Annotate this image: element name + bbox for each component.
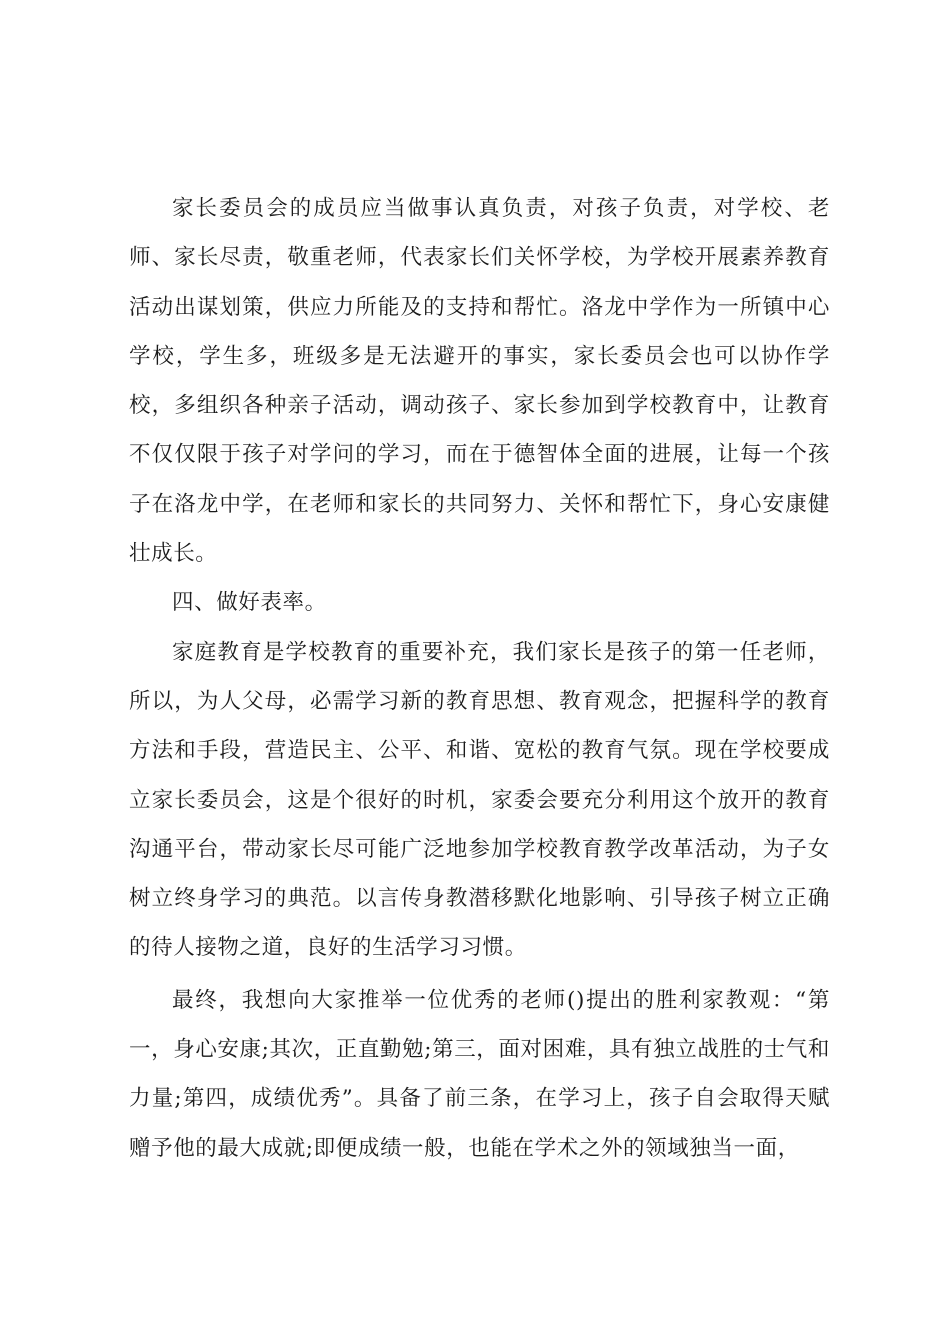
paragraph-family-education: 家庭教育是学校教育的重要补充，我们家长是孩子的第一任老师，所以，为人父母，必需学习新的教育思想、教育观念，把握科学的教育方法和手段，营造民主、公平、和谐、宽松的教育气氛。现在学校要成立家长委员会，这是个很好的时机，家委会要充分利用这个放开的教育沟通平台，带动家长尽可能广泛地参加学校教育教学改革活动，为子女树立终身学习的典范。以言传身教潜移默化地影响、引导孩子树立正确的待人接物之道，良好的生活学习习惯。	[129, 639, 830, 961]
paragraph-recommendation: 最终，我想向大家推举一位优秀的老师()提出的胜利家教观：“第一，身心安康;其次，正直勤勉;第三，面对困难，具有独立战胜的士气和力量;第四，成绩优秀”。具备了前三条，在学习上，孩子自会取得天赋赠予他的最大成就;即便成绩一般，也能在学术之外的领域独当一面，	[129, 987, 830, 1161]
paragraph-parent-committee-duties: 家长委员会的成员应当做事认真负责，对孩子负责，对学校、老师、家长尽责，敬重老师，代表家长们关怀学校，为学校开展素养教育活动出谋划策，供应力所能及的支持和帮忙。洛龙中学作为一所镇中心学校，学生多，班级多是无法避开的事实，家长委员会也可以协作学校，多组织各种亲子活动，调动孩子、家长参加到学校教育中，让教育不仅仅限于孩子对学问的学习，而在于德智体全面的进展，让每一个孩子在洛龙中学，在老师和家长的共同努力、关怀和帮忙下，身心安康健壮成长。	[129, 196, 830, 567]
section-heading-set-example: 四、做好表率。	[172, 590, 327, 616]
document-body	[129, 184, 830, 1173]
